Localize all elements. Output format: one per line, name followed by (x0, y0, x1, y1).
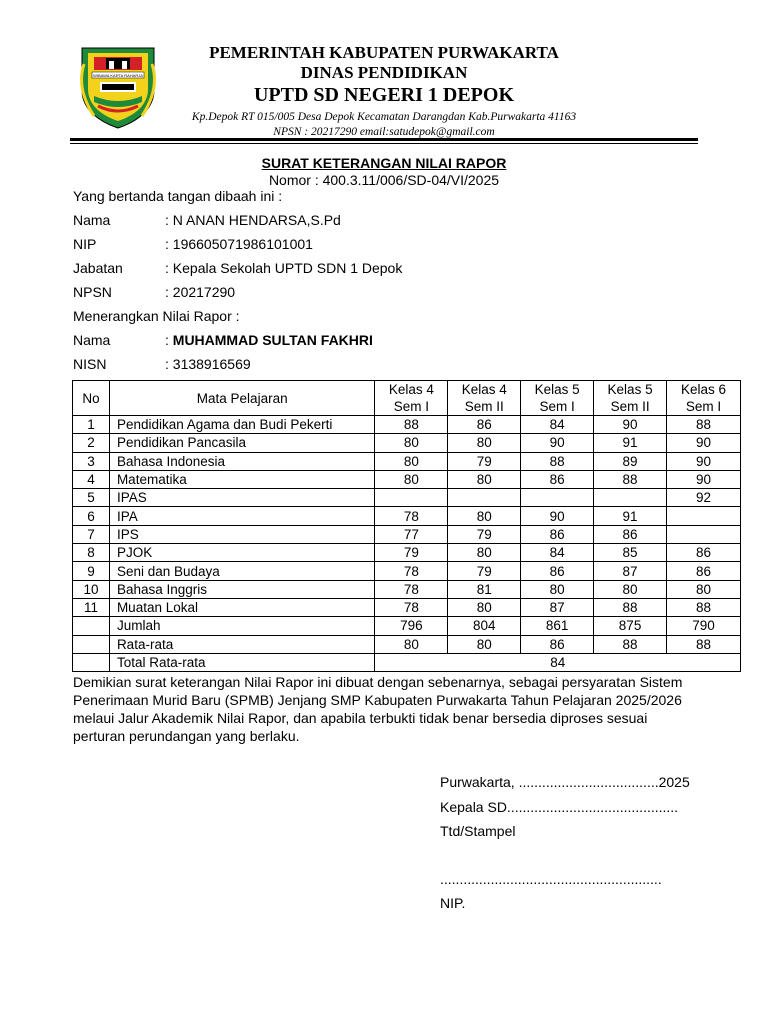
row-score: 79 (448, 562, 521, 580)
rata-score: 80 (375, 635, 448, 653)
row-subject: Seni dan Budaya (109, 562, 375, 580)
row-score: 86 (667, 562, 741, 580)
table-row (73, 416, 741, 434)
header-no: No (73, 381, 110, 416)
total-no-cell (73, 653, 110, 671)
jumlah-score: 861 (521, 617, 594, 635)
row-no: 1 (73, 416, 110, 434)
letterhead-department: DINAS PENDIDIKAN (300, 63, 468, 82)
closing-line-4: perturan perundangan yang berlaku. (73, 728, 300, 744)
row-subject: IPAS (109, 489, 375, 507)
header-subject: Mata Pelajaran (109, 381, 375, 416)
total-rata-value: 84 (375, 653, 741, 671)
row-score: 84 (521, 544, 594, 562)
letterhead-government: PEMERINTAH KABUPATEN PURWAKARTA (209, 43, 559, 62)
table-row (73, 598, 741, 616)
letterhead-address: Kp.Depok RT 015/005 Desa Depok Kecamatan Darangdan Kab.Purwakarta 41163 (191, 111, 577, 123)
rata-score: 88 (594, 635, 667, 653)
table-header-row (73, 381, 741, 416)
row-score: 86 (521, 470, 594, 488)
row-score: 80 (375, 452, 448, 470)
row-score: 80 (448, 598, 521, 616)
letterhead-divider-thick (70, 138, 698, 141)
signer-nip-value: : 196605071986101001 (165, 236, 313, 252)
row-no: 5 (73, 489, 110, 507)
jumlah-score: 790 (667, 617, 741, 635)
table-row (73, 562, 741, 580)
row-subject: IPA (109, 507, 375, 525)
table-row (73, 525, 741, 543)
row-score: 80 (375, 470, 448, 488)
row-no: 9 (73, 562, 110, 580)
row-score: 80 (448, 434, 521, 452)
row-score: 79 (448, 525, 521, 543)
closing-line-2: Penerimaan Murid Baru (SPMB) Jenjang SMP Kabupaten Purwakarta Tahun Pelajaran 2025/2026 (73, 692, 682, 708)
rata-label: Rata-rata (109, 635, 375, 653)
total-rata-label: Total Rata-rata (109, 653, 375, 671)
row-score: 79 (375, 544, 448, 562)
row-score: 89 (594, 452, 667, 470)
total-rata-row (73, 653, 741, 671)
row-score: 79 (448, 452, 521, 470)
jumlah-row (73, 617, 741, 635)
table-row (73, 544, 741, 562)
row-no: 8 (73, 544, 110, 562)
row-score: 90 (594, 416, 667, 434)
student-name-colon: : (165, 332, 173, 348)
table-row (73, 580, 741, 598)
letterhead-school-name: UPTD SD NEGERI 1 DEPOK (253, 84, 515, 106)
table-row (73, 470, 741, 488)
closing-paragraph (73, 673, 713, 745)
jumlah-score: 875 (594, 617, 667, 635)
row-score: 90 (521, 507, 594, 525)
signer-position-value: : Kepala Sekolah UPTD SDN 1 Depok (165, 260, 403, 276)
row-subject: Muatan Lokal (109, 598, 375, 616)
row-score: 84 (521, 416, 594, 434)
row-score: 88 (667, 416, 741, 434)
header-k5s1: Kelas 5 Sem I (521, 381, 594, 416)
row-score: 78 (375, 580, 448, 598)
row-score: 88 (375, 416, 448, 434)
student-nisn-value: : 3138916569 (165, 356, 251, 372)
signature-line: ......................................................... (440, 871, 662, 887)
row-score: 88 (667, 598, 741, 616)
student-name-field (165, 331, 373, 349)
row-score: 88 (594, 598, 667, 616)
row-no: 10 (73, 580, 110, 598)
row-score: 77 (375, 525, 448, 543)
document-title: SURAT KETERANGAN NILAI RAPOR (261, 155, 507, 171)
row-no: 6 (73, 507, 110, 525)
row-subject: Bahasa Inggris (109, 580, 375, 598)
signer-nip-label: NIP (73, 236, 97, 252)
jumlah-label: Jumlah (109, 617, 375, 635)
grades-body (73, 416, 741, 672)
row-subject: Bahasa Indonesia (109, 452, 375, 470)
row-score: 86 (448, 416, 521, 434)
table-row (73, 452, 741, 470)
logo-motto: WIBAWA KARTA RAHARJA (93, 73, 143, 78)
row-score: 85 (594, 544, 667, 562)
row-score: 78 (375, 507, 448, 525)
header-k4s2: Kelas 4 Sem II (448, 381, 521, 416)
rata-row (73, 635, 741, 653)
row-score (448, 489, 521, 507)
row-score: 80 (521, 580, 594, 598)
signature-nip: NIP. (440, 895, 466, 911)
row-score: 81 (448, 580, 521, 598)
student-nisn-label: NISN (73, 356, 107, 372)
rata-score: 80 (448, 635, 521, 653)
row-subject: IPS (109, 525, 375, 543)
row-score: 78 (375, 562, 448, 580)
signature-title: Kepala SD............................................ (440, 799, 679, 815)
letterhead-npsn-email: NPSN : 20217290 email:satudepok@gmail.com (273, 126, 495, 138)
row-score: 91 (594, 434, 667, 452)
signer-position-label: Jabatan (73, 260, 123, 276)
row-score: 80 (448, 507, 521, 525)
regency-emblem-logo (72, 44, 164, 130)
student-name-label: Nama (73, 332, 111, 348)
row-score: 88 (521, 452, 594, 470)
row-score: 80 (375, 434, 448, 452)
row-score: 80 (594, 580, 667, 598)
row-score: 80 (667, 580, 741, 598)
row-no: 2 (73, 434, 110, 452)
row-subject: Pendidikan Agama dan Budi Pekerti (109, 416, 375, 434)
rata-score: 86 (521, 635, 594, 653)
row-score: 86 (667, 544, 741, 562)
rata-no-cell (73, 635, 110, 653)
header-k5s2: Kelas 5 Sem II (594, 381, 667, 416)
signer-name-label: Nama (73, 212, 111, 228)
table-row (73, 434, 741, 452)
document-number: Nomor : 400.3.11/006/SD-04/VI/2025 (268, 172, 500, 188)
signer-npsn-value: : 20217290 (165, 284, 236, 300)
row-no: 11 (73, 598, 110, 616)
row-score: 87 (594, 562, 667, 580)
jumlah-score: 796 (375, 617, 448, 635)
row-no: 3 (73, 452, 110, 470)
row-subject: Pendidikan Pancasila (109, 434, 375, 452)
signer-name-value: : N ANAN HENDARSA,S.Pd (165, 212, 341, 228)
signature-place-date: Purwakarta, ....................................2025 (440, 774, 690, 790)
row-score: 90 (667, 470, 741, 488)
row-score: 91 (594, 507, 667, 525)
row-score: 90 (521, 434, 594, 452)
intro-text: Yang bertanda tangan dibaah ini : (73, 188, 283, 204)
row-score (667, 507, 741, 525)
row-score (521, 489, 594, 507)
row-no: 7 (73, 525, 110, 543)
rata-score: 88 (667, 635, 741, 653)
row-score (594, 489, 667, 507)
states-text: Menerangkan Nilai Rapor : (73, 308, 240, 324)
signer-npsn-label: NPSN (73, 284, 112, 300)
jumlah-no-cell (73, 617, 110, 635)
header-k4s1: Kelas 4 Sem I (375, 381, 448, 416)
row-score: 80 (448, 544, 521, 562)
row-score (375, 489, 448, 507)
row-score (667, 525, 741, 543)
student-name-value: MUHAMMAD SULTAN FAKHRI (172, 332, 373, 348)
row-score: 86 (521, 562, 594, 580)
grades-table (72, 380, 741, 672)
row-score: 78 (375, 598, 448, 616)
row-score: 90 (667, 434, 741, 452)
row-score: 86 (521, 525, 594, 543)
row-score: 87 (521, 598, 594, 616)
row-subject: PJOK (109, 544, 375, 562)
row-score: 86 (594, 525, 667, 543)
table-row (73, 507, 741, 525)
row-score: 92 (667, 489, 741, 507)
header-k6s1: Kelas 6 Sem I (667, 381, 741, 416)
table-row (73, 489, 741, 507)
letterhead-divider-thin (70, 143, 698, 144)
closing-line-1: Demikian surat keterangan Nilai Rapor ini dibuat dengan sebenarnya, sebagai persyaratan Sistem (73, 674, 683, 690)
row-score: 90 (667, 452, 741, 470)
letterhead (165, 43, 603, 139)
row-subject: Matematika (109, 470, 375, 488)
row-score: 80 (448, 470, 521, 488)
row-no: 4 (73, 470, 110, 488)
jumlah-score: 804 (448, 617, 521, 635)
row-score: 88 (594, 470, 667, 488)
closing-line-3: melaui Jalur Akademik Nilai Rapor, dan apabila terbukti tidak benar bersedia diproses sesuai (73, 710, 648, 726)
signature-stamp: Ttd/Stampel (440, 823, 516, 839)
